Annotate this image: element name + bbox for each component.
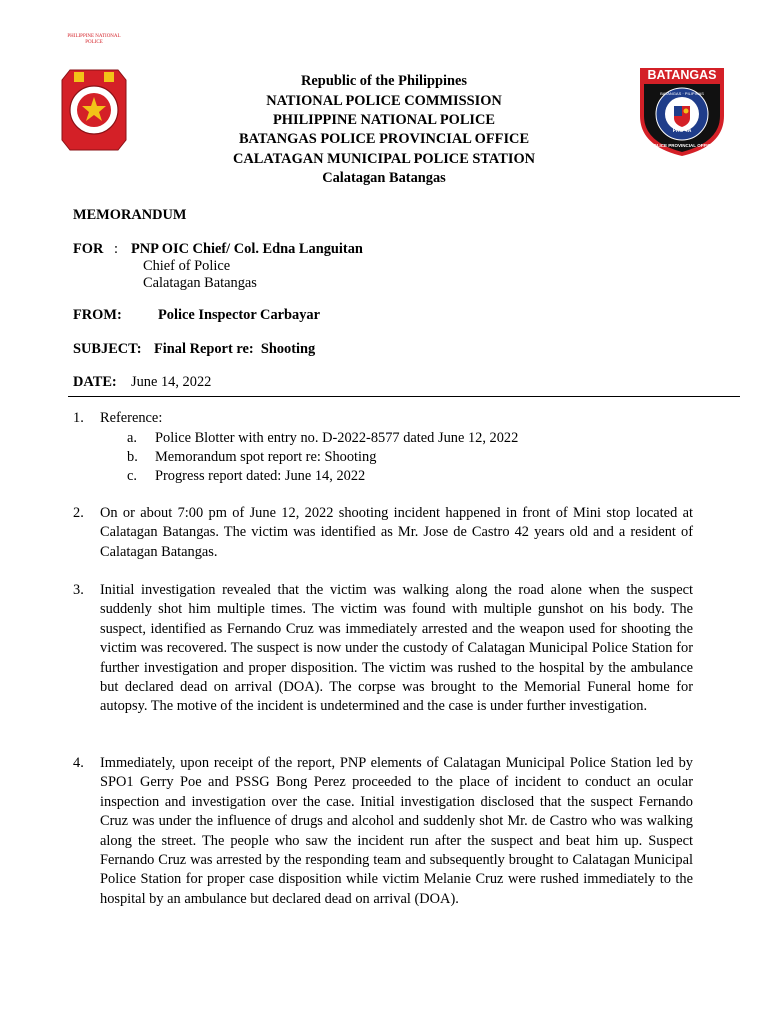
from-label: FROM: <box>73 307 122 323</box>
memo-title: MEMORANDUM <box>73 207 187 223</box>
for-name: PNP OIC Chief/ Col. Edna Languitan <box>131 241 363 257</box>
header-pnp: PHILIPPINE NATIONAL POLICE <box>272 112 496 128</box>
batangas-ring-text: POLICE PROVINCIAL OFFICE <box>650 143 714 148</box>
batangas-pro-text: PRO 4A <box>672 128 692 134</box>
for-colon: : <box>114 241 118 257</box>
ref-letter: c. <box>127 468 137 484</box>
p1-number: 1. <box>73 410 84 426</box>
p4-text: Immediately, upon receipt of the report, PNP elements of Calatagan Municipal Police Station led by SPO1 Gerry Poe and PSSG Bong Perez proceeded to the place of incident to conduct an ocular inspection and investigation over the case. Initial investigation disclosed that the suspect Fernando Cruz was under the influence of drugs and alcohol and suddenly shot Mr. de Castro who was walking along the street. The people who saw the incident run after the suspect and beat him up. Suspect Fernando Cruz was arrested by the responding team and subsequently brought to Calatagan Municipal Police Station for proper case disposition while victim Melanie Cruz were rushed immediately to the hospital by an ambulance but declared dead on arrival (DOA). <box>100 755 693 907</box>
p4-number: 4. <box>73 755 84 771</box>
pnp-logo-text: PHILIPPINE NATIONAL POLICE <box>67 34 121 45</box>
p2-number: 2. <box>73 505 84 521</box>
header-batangas-ppo: BATANGAS POLICE PROVINCIAL OFFICE <box>238 131 530 147</box>
header-napolcom: NATIONAL POLICE COMMISSION <box>266 93 502 109</box>
ref-letter: a. <box>127 430 137 446</box>
ref-text: Progress report dated: June 14, 2022 <box>155 468 366 484</box>
batangas-inner-text: BATANGAS · PILIPINAS <box>660 91 704 96</box>
from-value: Police Inspector Carbayar <box>158 307 320 323</box>
for-line-3: Calatagan Batangas <box>143 275 257 291</box>
p2-text: On or about 7:00 pm of June 12, 2022 shooting incident happened in front of Mini stop located at Calatagan Batangas. The victim was identified as Mr. Jose de Castro 42 years old and a resident of Calatagan Batangas. <box>100 505 693 560</box>
p3-text: Initial investigation revealed that the victim was walking along the road alone when the suspect suddenly shot him multiple times. The victim was found with multiple gunshot on his body. The suspect, identified as Fernando Cruz was immediately arrested and the weapon used for shooting the victim was recovered. The suspect is now under the custody of Calatagan Municipal Police Station for further investigation and proper disposition. The victim was rushed to the hospital by the ambulance but declared dead on arrival (DOA). The corpse was brought to the Memorial Funeral home for autopsy. The motive of the incident is undetermined and the case is under further investigation. <box>100 582 693 715</box>
ref-letter: b. <box>127 449 138 465</box>
for-line-2: Chief of Police <box>143 258 231 274</box>
date-label: DATE: <box>73 374 117 390</box>
batangas-banner-text: BATANGAS <box>647 68 717 82</box>
ref-text: Memorandum spot report re: Shooting <box>155 449 377 465</box>
header-location: Calatagan Batangas <box>322 170 446 186</box>
header-republic: Republic of the Philippines <box>301 73 467 89</box>
for-label: FOR <box>73 241 104 257</box>
date-value: June 14, 2022 <box>131 374 212 390</box>
subject-label: SUBJECT: <box>73 341 142 357</box>
header-calatagan-mps: CALATAGAN MUNICIPAL POLICE STATION <box>232 151 536 167</box>
subject-value: Final Report re: Shooting <box>154 341 316 357</box>
header-divider <box>68 396 740 397</box>
ref-text: Police Blotter with entry no. D-2022-8577 dated June 12, 2022 <box>155 430 519 446</box>
p3-number: 3. <box>73 582 84 598</box>
p1-title: Reference: <box>100 410 163 426</box>
